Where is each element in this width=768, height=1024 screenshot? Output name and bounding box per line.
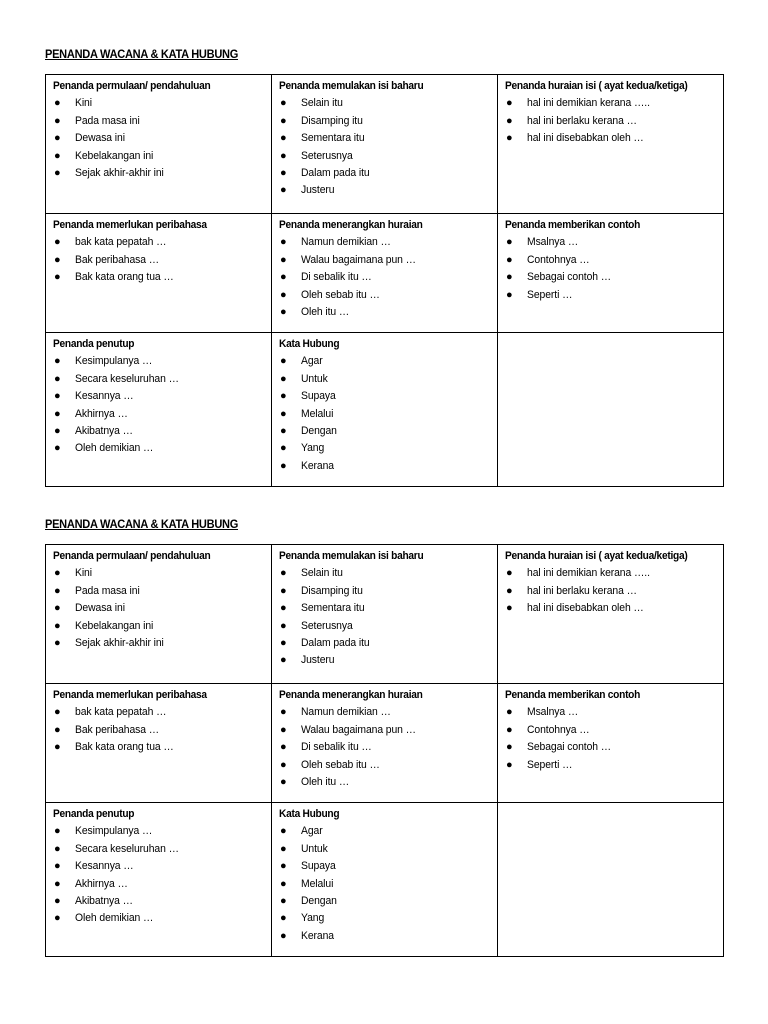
bullet-icon: ● xyxy=(54,619,61,632)
list-item xyxy=(279,388,491,405)
bullet-icon: ● xyxy=(280,602,287,615)
list-item-text: Secara keseluruhan … xyxy=(75,842,179,855)
list-item xyxy=(279,458,491,475)
category-title: Kata Hubung xyxy=(279,808,340,820)
bullet-icon: ● xyxy=(280,407,287,420)
bullet-icon: ● xyxy=(506,288,513,301)
bullet-icon: ● xyxy=(506,236,513,249)
bullet-icon: ● xyxy=(54,602,61,615)
marker-list xyxy=(53,353,265,457)
list-item xyxy=(53,841,265,858)
bullet-icon: ● xyxy=(506,602,513,615)
list-item-text: Secara keseluruhan … xyxy=(75,372,179,385)
list-item xyxy=(279,722,491,739)
list-item-text: Namun demikian … xyxy=(301,236,391,249)
list-item-text: Untuk xyxy=(301,842,328,855)
list-item xyxy=(53,371,265,388)
bullet-icon: ● xyxy=(54,637,61,650)
list-item-text: Pada masa ini xyxy=(75,114,140,127)
bullet-icon: ● xyxy=(54,97,61,110)
list-item-text: hal ini disebabkan oleh … xyxy=(527,132,644,145)
bullet-icon: ● xyxy=(280,167,287,180)
list-item-text: Kesannya … xyxy=(75,860,134,873)
list-item-text: Melalui xyxy=(301,877,334,890)
bullet-icon: ● xyxy=(280,776,287,789)
bullet-icon: ● xyxy=(54,442,61,455)
marker-list xyxy=(53,234,265,286)
bullet-icon: ● xyxy=(280,97,287,110)
bullet-icon: ● xyxy=(280,149,287,162)
bullet-icon: ● xyxy=(506,132,513,145)
list-item-text: hal ini demikian kerana ….. xyxy=(527,567,650,580)
list-item-text: Kini xyxy=(75,567,92,580)
worksheet-1 xyxy=(45,47,723,487)
list-item xyxy=(279,739,491,756)
list-item xyxy=(279,148,491,165)
bullet-icon: ● xyxy=(506,741,513,754)
list-item-text: Bak kata orang tua … xyxy=(75,271,174,284)
list-item-text: Walau bagaimana pun … xyxy=(301,723,416,736)
list-item-text: Walau bagaimana pun … xyxy=(301,253,416,266)
list-item xyxy=(279,757,491,774)
list-item xyxy=(53,565,265,582)
bullet-icon: ● xyxy=(280,390,287,403)
category-cell xyxy=(498,684,724,803)
list-item-text: Sementara itu xyxy=(301,132,365,145)
list-item xyxy=(505,600,717,617)
empty-cell xyxy=(498,333,724,487)
table-row xyxy=(46,214,724,333)
list-item-text: Kebelakangan ini xyxy=(75,149,154,162)
list-item-text: Kebelakangan ini xyxy=(75,619,154,632)
list-item-text: Agar xyxy=(301,355,323,368)
list-item xyxy=(505,739,717,756)
table-row xyxy=(46,803,724,957)
bullet-icon: ● xyxy=(506,253,513,266)
list-item xyxy=(53,722,265,739)
list-item xyxy=(279,652,491,669)
list-item xyxy=(505,583,717,600)
list-item-text: Akhirnya … xyxy=(75,877,128,890)
bullet-icon: ● xyxy=(506,758,513,771)
list-item xyxy=(53,148,265,165)
table-row xyxy=(46,75,724,214)
bullet-icon: ● xyxy=(54,271,61,284)
bullet-icon: ● xyxy=(506,723,513,736)
bullet-icon: ● xyxy=(280,253,287,266)
list-item xyxy=(505,287,717,304)
category-cell xyxy=(46,333,272,487)
bullet-icon: ● xyxy=(506,567,513,580)
category-cell xyxy=(498,75,724,214)
bullet-icon: ● xyxy=(54,825,61,838)
list-item xyxy=(53,876,265,893)
bullet-icon: ● xyxy=(54,706,61,719)
list-item xyxy=(505,130,717,147)
list-item xyxy=(279,113,491,130)
list-item-text: Sejak akhir-akhir ini xyxy=(75,167,164,180)
category-cell xyxy=(46,684,272,803)
bullet-icon: ● xyxy=(54,723,61,736)
list-item xyxy=(279,823,491,840)
category-title: Penanda penutup xyxy=(53,338,135,350)
list-item xyxy=(53,353,265,370)
bullet-icon: ● xyxy=(54,425,61,438)
list-item-text: Sebagai contoh … xyxy=(527,741,612,754)
bullet-icon: ● xyxy=(280,236,287,249)
list-item-text: Disamping itu xyxy=(301,584,363,597)
bullet-icon: ● xyxy=(280,442,287,455)
list-item xyxy=(53,130,265,147)
bullet-icon: ● xyxy=(280,619,287,632)
list-item xyxy=(53,252,265,269)
list-item xyxy=(279,287,491,304)
list-item xyxy=(279,182,491,199)
list-item xyxy=(279,406,491,423)
list-item xyxy=(53,600,265,617)
list-item-text: Seterusnya xyxy=(301,619,353,632)
list-item-text: Dewasa ini xyxy=(75,602,125,615)
bullet-icon: ● xyxy=(54,895,61,908)
list-item xyxy=(279,565,491,582)
list-item xyxy=(279,130,491,147)
list-item-text: Di sebalik itu … xyxy=(301,271,372,284)
category-cell xyxy=(272,684,498,803)
bullet-icon: ● xyxy=(54,372,61,385)
list-item xyxy=(279,95,491,112)
bullet-icon: ● xyxy=(54,860,61,873)
list-item-text: Yang xyxy=(301,912,325,925)
category-cell xyxy=(498,545,724,684)
category-cell xyxy=(272,214,498,333)
category-title: Penanda memulakan isi baharu xyxy=(279,550,424,562)
list-item xyxy=(279,165,491,182)
list-item-text: Disamping itu xyxy=(301,114,363,127)
bullet-icon: ● xyxy=(54,390,61,403)
category-title: Penanda memerlukan peribahasa xyxy=(53,219,207,231)
bullet-icon: ● xyxy=(280,306,287,319)
list-item xyxy=(279,876,491,893)
bullet-icon: ● xyxy=(54,114,61,127)
list-item xyxy=(53,406,265,423)
worksheet-heading: PENANDA WACANA & KATA HUBUNG xyxy=(45,47,239,61)
bullet-icon: ● xyxy=(54,877,61,890)
list-item-text: Dengan xyxy=(301,895,337,908)
bullet-icon: ● xyxy=(280,425,287,438)
list-item-text: Melalui xyxy=(301,407,334,420)
bullet-icon: ● xyxy=(54,355,61,368)
list-item-text: hal ini demikian kerana ….. xyxy=(527,97,650,110)
list-item-text: Namun demikian … xyxy=(301,706,391,719)
list-item xyxy=(505,269,717,286)
list-item xyxy=(53,893,265,910)
list-item xyxy=(53,234,265,251)
list-item-text: Kesannya … xyxy=(75,390,134,403)
marker-list xyxy=(279,234,491,321)
list-item-text: Kesimpulanya … xyxy=(75,825,153,838)
list-item-text: Oleh demikian … xyxy=(75,442,154,455)
category-cell xyxy=(46,214,272,333)
list-item xyxy=(53,583,265,600)
category-cell xyxy=(46,803,272,957)
bullet-icon: ● xyxy=(280,825,287,838)
marker-list xyxy=(279,565,491,669)
list-item xyxy=(53,739,265,756)
list-item-text: Agar xyxy=(301,825,323,838)
list-item xyxy=(279,583,491,600)
bullet-icon: ● xyxy=(280,184,287,197)
list-item xyxy=(53,95,265,112)
list-item-text: Oleh itu … xyxy=(301,306,350,319)
bullet-icon: ● xyxy=(280,723,287,736)
list-item-text: Msalnya … xyxy=(527,706,579,719)
bullet-icon: ● xyxy=(506,706,513,719)
list-item-text: Oleh demikian … xyxy=(75,912,154,925)
category-cell xyxy=(272,545,498,684)
list-item xyxy=(279,440,491,457)
bullet-icon: ● xyxy=(280,584,287,597)
list-item-text: Contohnya … xyxy=(527,723,590,736)
category-title: Kata Hubung xyxy=(279,338,340,350)
bullet-icon: ● xyxy=(54,407,61,420)
bullet-icon: ● xyxy=(54,741,61,754)
list-item xyxy=(279,635,491,652)
marker-list xyxy=(53,565,265,652)
category-title: Penanda menerangkan huraian xyxy=(279,689,423,701)
marker-list xyxy=(53,704,265,756)
bullet-icon: ● xyxy=(280,459,287,472)
bullet-icon: ● xyxy=(280,271,287,284)
category-title: Penanda permulaan/ pendahuluan xyxy=(53,80,211,92)
bullet-icon: ● xyxy=(280,912,287,925)
list-item-text: Kerana xyxy=(301,459,334,472)
list-item xyxy=(279,704,491,721)
list-item-text: Seperti … xyxy=(527,288,573,301)
list-item xyxy=(279,600,491,617)
list-item-text: hal ini berlaku kerana … xyxy=(527,114,637,127)
list-item xyxy=(505,95,717,112)
list-item-text: Selain itu xyxy=(301,97,343,110)
category-title: Penanda permulaan/ pendahuluan xyxy=(53,550,211,562)
category-title: Penanda huraian isi ( ayat kedua/ketiga) xyxy=(505,550,688,562)
category-title: Penanda memberikan contoh xyxy=(505,219,641,231)
list-item-text: Untuk xyxy=(301,372,328,385)
bullet-icon: ● xyxy=(54,842,61,855)
list-item-text: Selain itu xyxy=(301,567,343,580)
bullet-icon: ● xyxy=(54,167,61,180)
bullet-icon: ● xyxy=(280,372,287,385)
list-item-text: hal ini disebabkan oleh … xyxy=(527,602,644,615)
worksheet-2 xyxy=(45,517,723,957)
list-item xyxy=(53,823,265,840)
list-item-text: Bak peribahasa … xyxy=(75,723,160,736)
list-item-text: Seterusnya xyxy=(301,149,353,162)
list-item xyxy=(505,252,717,269)
category-cell xyxy=(46,75,272,214)
list-item xyxy=(279,423,491,440)
list-item-text: Justeru xyxy=(301,654,335,667)
category-title: Penanda memerlukan peribahasa xyxy=(53,689,207,701)
table-row xyxy=(46,545,724,684)
marker-list xyxy=(505,234,717,304)
list-item xyxy=(53,910,265,927)
category-title: Penanda memberikan contoh xyxy=(505,689,641,701)
worksheet-heading: PENANDA WACANA & KATA HUBUNG xyxy=(45,517,239,531)
marker-list xyxy=(505,704,717,774)
list-item xyxy=(53,618,265,635)
bullet-icon: ● xyxy=(280,114,287,127)
list-item-text: hal ini berlaku kerana … xyxy=(527,584,637,597)
discourse-marker-table xyxy=(45,544,724,957)
marker-list xyxy=(279,353,491,475)
list-item xyxy=(505,704,717,721)
list-item xyxy=(279,353,491,370)
bullet-icon: ● xyxy=(54,132,61,145)
list-item xyxy=(53,635,265,652)
list-item xyxy=(53,165,265,182)
category-title: Penanda penutup xyxy=(53,808,135,820)
list-item-text: Dalam pada itu xyxy=(301,637,370,650)
list-item-text: Msalnya … xyxy=(527,236,579,249)
category-title: Penanda menerangkan huraian xyxy=(279,219,423,231)
table-row xyxy=(46,684,724,803)
list-item xyxy=(53,704,265,721)
list-item xyxy=(505,113,717,130)
list-item-text: Contohnya … xyxy=(527,253,590,266)
marker-list xyxy=(505,95,717,147)
list-item xyxy=(505,234,717,251)
category-cell xyxy=(272,75,498,214)
list-item-text: Sejak akhir-akhir ini xyxy=(75,637,164,650)
bullet-icon: ● xyxy=(506,271,513,284)
bullet-icon: ● xyxy=(280,654,287,667)
bullet-icon: ● xyxy=(54,567,61,580)
table-row xyxy=(46,333,724,487)
list-item-text: Akibatnya … xyxy=(75,425,133,438)
bullet-icon: ● xyxy=(280,895,287,908)
bullet-icon: ● xyxy=(506,97,513,110)
empty-cell xyxy=(498,803,724,957)
bullet-icon: ● xyxy=(54,149,61,162)
list-item xyxy=(279,928,491,945)
list-item xyxy=(53,440,265,457)
list-item xyxy=(505,722,717,739)
list-item xyxy=(279,893,491,910)
marker-list xyxy=(505,565,717,617)
bullet-icon: ● xyxy=(280,355,287,368)
list-item xyxy=(279,371,491,388)
bullet-icon: ● xyxy=(280,706,287,719)
bullet-icon: ● xyxy=(280,877,287,890)
marker-list xyxy=(53,95,265,182)
bullet-icon: ● xyxy=(54,912,61,925)
bullet-icon: ● xyxy=(54,236,61,249)
discourse-marker-table xyxy=(45,74,724,487)
bullet-icon: ● xyxy=(506,584,513,597)
marker-list xyxy=(279,704,491,791)
bullet-icon: ● xyxy=(280,288,287,301)
list-item xyxy=(279,234,491,251)
list-item xyxy=(53,858,265,875)
list-item-text: Akibatnya … xyxy=(75,895,133,908)
list-item-text: Justeru xyxy=(301,184,335,197)
bullet-icon: ● xyxy=(280,741,287,754)
list-item-text: bak kata pepatah … xyxy=(75,236,167,249)
list-item-text: Yang xyxy=(301,442,325,455)
list-item-text: Oleh itu … xyxy=(301,776,350,789)
bullet-icon: ● xyxy=(280,132,287,145)
list-item xyxy=(279,841,491,858)
list-item-text: Seperti … xyxy=(527,758,573,771)
list-item xyxy=(505,565,717,582)
marker-list xyxy=(279,823,491,945)
bullet-icon: ● xyxy=(280,637,287,650)
category-cell xyxy=(272,333,498,487)
list-item-text: bak kata pepatah … xyxy=(75,706,167,719)
list-item-text: Kesimpulanya … xyxy=(75,355,153,368)
list-item xyxy=(279,858,491,875)
list-item-text: Sementara itu xyxy=(301,602,365,615)
bullet-icon: ● xyxy=(506,114,513,127)
list-item-text: Kerana xyxy=(301,929,334,942)
list-item-text: Supaya xyxy=(301,860,336,873)
list-item xyxy=(279,252,491,269)
list-item-text: Di sebalik itu … xyxy=(301,741,372,754)
bullet-icon: ● xyxy=(280,567,287,580)
bullet-icon: ● xyxy=(280,929,287,942)
category-cell xyxy=(272,803,498,957)
list-item-text: Kini xyxy=(75,97,92,110)
list-item xyxy=(279,269,491,286)
category-title: Penanda huraian isi ( ayat kedua/ketiga) xyxy=(505,80,688,92)
list-item-text: Sebagai contoh … xyxy=(527,271,612,284)
list-item xyxy=(279,618,491,635)
list-item-text: Pada masa ini xyxy=(75,584,140,597)
bullet-icon: ● xyxy=(280,860,287,873)
list-item-text: Oleh sebab itu … xyxy=(301,288,380,301)
list-item-text: Dewasa ini xyxy=(75,132,125,145)
list-item xyxy=(53,113,265,130)
list-item xyxy=(53,388,265,405)
bullet-icon: ● xyxy=(280,842,287,855)
list-item xyxy=(505,757,717,774)
list-item-text: Bak peribahasa … xyxy=(75,253,160,266)
list-item-text: Oleh sebab itu … xyxy=(301,758,380,771)
list-item-text: Supaya xyxy=(301,390,336,403)
bullet-icon: ● xyxy=(54,584,61,597)
bullet-icon: ● xyxy=(54,253,61,266)
bullet-icon: ● xyxy=(280,758,287,771)
list-item xyxy=(279,774,491,791)
list-item-text: Dengan xyxy=(301,425,337,438)
list-item xyxy=(53,423,265,440)
category-title: Penanda memulakan isi baharu xyxy=(279,80,424,92)
list-item xyxy=(53,269,265,286)
list-item-text: Bak kata orang tua … xyxy=(75,741,174,754)
category-cell xyxy=(498,214,724,333)
list-item xyxy=(279,304,491,321)
list-item-text: Akhirnya … xyxy=(75,407,128,420)
category-cell xyxy=(46,545,272,684)
list-item-text: Dalam pada itu xyxy=(301,167,370,180)
marker-list xyxy=(279,95,491,199)
marker-list xyxy=(53,823,265,927)
list-item xyxy=(279,910,491,927)
